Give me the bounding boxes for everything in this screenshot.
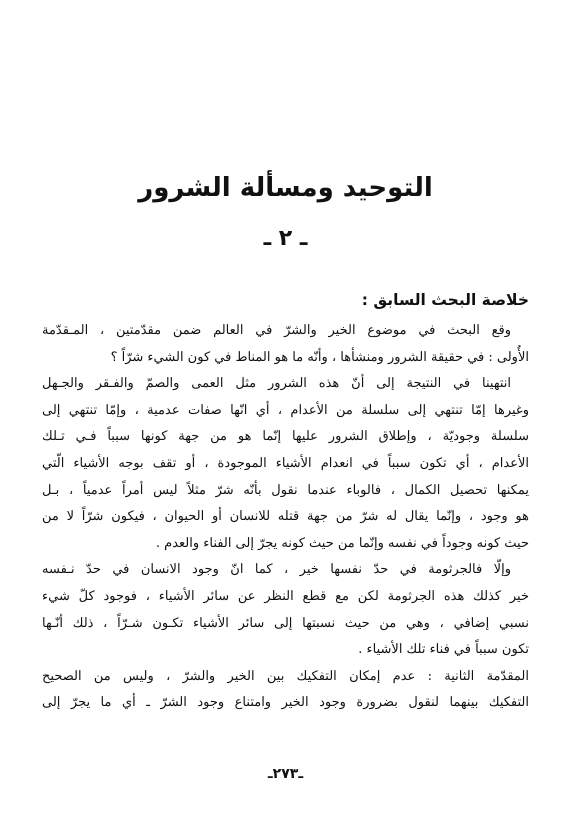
text-line: انتهينا في النتيجة إلى أنّ هذه الشرور مثل العمى والصمّ والفـقر والجـهل bbox=[42, 376, 511, 392]
text-line: خير كذلك هذه الجرثومة لكن مع قطع النظر عن سائر الأشياء ، فوجود كلّ شيء bbox=[42, 588, 529, 604]
text-line: وإلّا فالجرثومة في حدّ نفسها خير ، كما انّ وجود الانسان في حدّ نـفسه bbox=[42, 562, 511, 578]
text-line: التفكيك بينهما لنقول بضرورة وجود الخير وامتناع وجود الشرّ ـ أي ما يجرّ إلى bbox=[42, 695, 529, 711]
text-line: يمكنها تحصيل الكمال ، فالوباء عندما نقول بأنّه شرّ مثلاً ليس أمراً عدمياً ، بـل bbox=[42, 482, 529, 498]
text-line: الأعدام ، أي تكون سبباً في انعدام الأشياء الموجودة ، أو تقف بوجه الأشياء الّتي bbox=[42, 455, 529, 471]
text-line: الأُولى : في حقيقة الشرور ومنشأها ، وأنّه ما هو المناط في كون الشيء شرّاً ؟ bbox=[110, 349, 529, 365]
text-line: حيث كونه وجوداً في نفسه وإنّما من حيث كونه يجرّ إلى الفناء والعدم . bbox=[155, 535, 529, 551]
chapter-title: التوحيد ومسألة الشرور bbox=[138, 173, 433, 203]
text-line: سلسلة وجوديّة ، وإطلاق الشرور عليها إنّما هو من جهة كونها سبباً فـي تـلك bbox=[42, 429, 529, 445]
text-line: تكون سبباً في فناء تلك الأشياء . bbox=[358, 642, 529, 658]
text-line: هو وجود ، وإنّما يقال له شرّ من جهة قتله للانسان أو الحيوان ، فيكون شرّاً لا من bbox=[42, 509, 529, 525]
page-number: ـ٢٧٣ـ bbox=[267, 766, 304, 782]
section-heading: خلاصة البحث السابق : bbox=[361, 291, 529, 309]
text-line: وقع البحث في موضوع الخير والشرّ في العالم ضمن مقدّمتين ، المـقدّمة bbox=[42, 323, 511, 338]
text-line: وغيرها إمّا تنتهي إلى سلسلة من الأعدام ، أي انّها صفات عدمية ، وإمّا تنتهي إلى bbox=[42, 402, 529, 418]
body-text bbox=[42, 318, 529, 717]
text-line: المقدّمة الثانية : عدم إمكان التفكيك بين الخير والشرّ ، وليس من الصحيح bbox=[42, 668, 529, 684]
part-number: ـ ٢ ـ bbox=[263, 226, 308, 251]
text-line: نسبي إضافي ، وهي من حيث نسبتها إلى سائر الأشياء تكـون شـرّاً ، ذلك أنّـها bbox=[42, 615, 529, 631]
